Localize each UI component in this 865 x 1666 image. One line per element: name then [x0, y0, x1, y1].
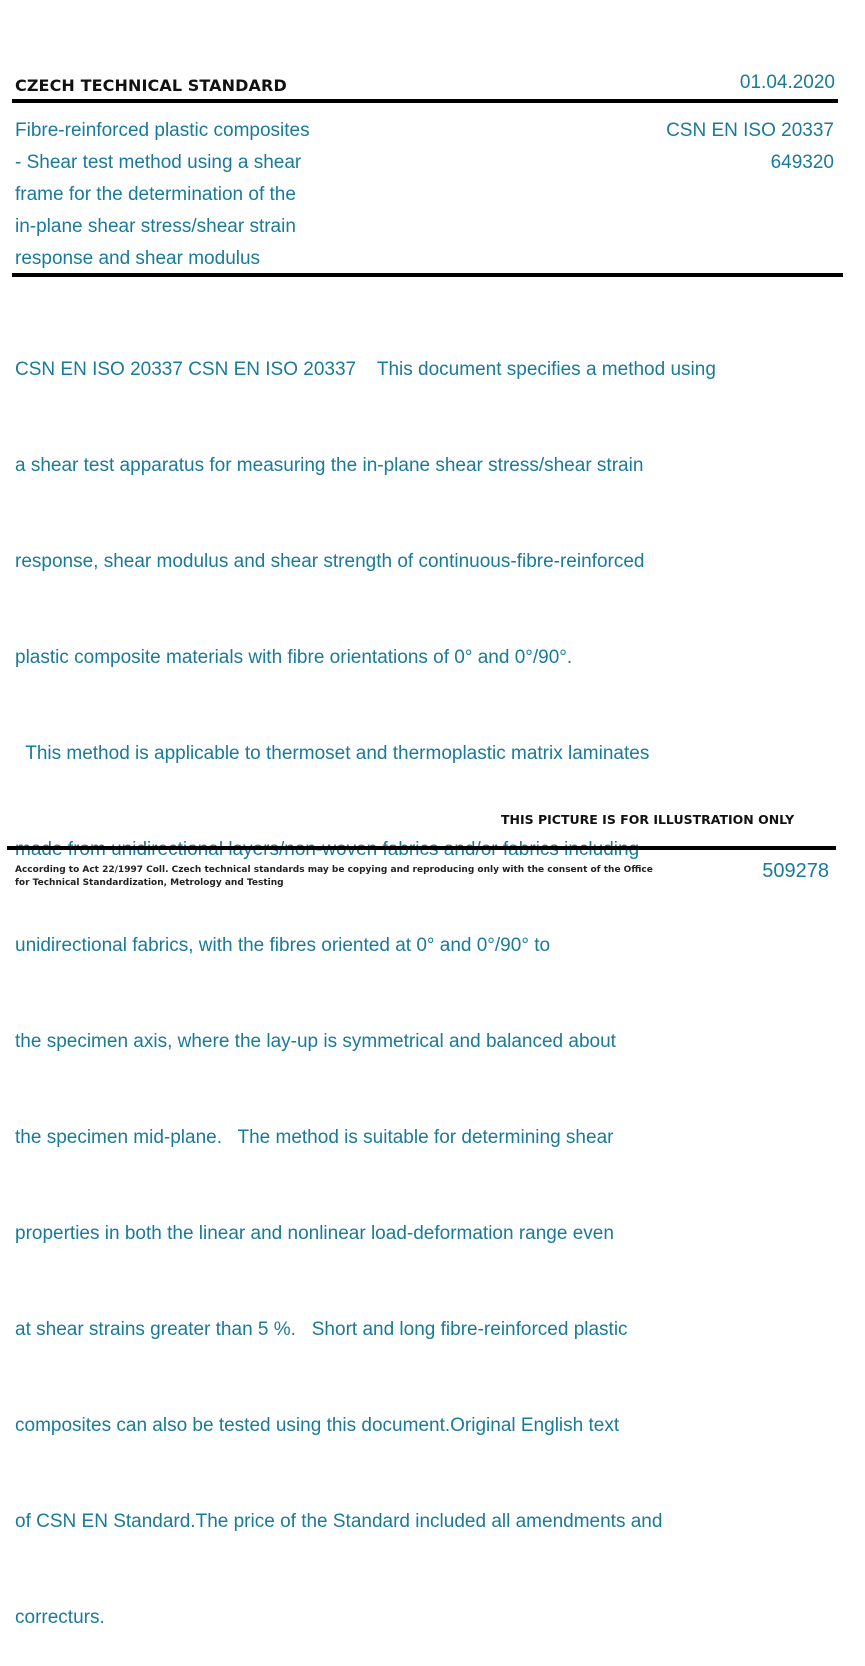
abstract-line: response, shear modulus and shear strength of continuous-fibre-reinforced	[15, 551, 645, 572]
abstract-line: plastic composite materials with fibre orientations of 0° and 0°/90°.	[15, 647, 573, 668]
standard-title	[15, 115, 355, 275]
abstract-line: a shear test apparatus for measuring the in-plane shear stress/shear strain	[15, 455, 644, 476]
abstract-line: of CSN EN Standard.The price of the Standard included all amendments and	[15, 1511, 663, 1532]
legal-notice	[15, 864, 653, 890]
title-line: in-plane shear stress/shear strain	[15, 216, 296, 237]
abstract-line: the specimen axis, where the lay-up is symmetrical and balanced about	[15, 1031, 616, 1052]
abstract-line: correcturs.	[15, 1607, 105, 1628]
abstract-line: CSN EN ISO 20337 CSN EN ISO 20337 This document specifies a method using	[15, 359, 716, 380]
standard-identifiers	[666, 115, 834, 179]
title-line: response and shear modulus	[15, 248, 261, 269]
abstract-line: composites can also be tested using this document.Original English text	[15, 1415, 620, 1436]
document-header	[15, 72, 835, 98]
abstract-line	[15, 834, 835, 866]
title-line: - Shear test method using a shear	[15, 152, 302, 173]
standard-code: CSN EN ISO 20337	[666, 120, 834, 141]
catalog-number: 649320	[770, 152, 834, 173]
abstract-text	[15, 290, 835, 1666]
title-line: Fibre-reinforced plastic composites	[15, 120, 310, 141]
footer-divider	[7, 846, 836, 850]
document-type-label: CZECH TECHNICAL STANDARD	[15, 76, 287, 95]
title-divider	[12, 273, 843, 277]
title-line: frame for the determination of the	[15, 184, 296, 205]
header-divider	[12, 99, 838, 103]
footer-product-number: 509278	[762, 860, 829, 882]
abstract-line: unidirectional fabrics, with the fibres oriented at 0° and 0°/90° to	[15, 935, 551, 956]
abstract-line: properties in both the linear and nonlinear load-deformation range even	[15, 1223, 614, 1244]
legal-line: for Technical Standardization, Metrology and Testing	[15, 878, 284, 888]
abstract-line: the specimen mid-plane. The method is suitable for determining shear	[15, 1127, 614, 1148]
illustration-note: THIS PICTURE IS FOR ILLUSTRATION ONLY	[501, 812, 795, 827]
abstract-line: at shear strains greater than 5 %. Short and long fibre-reinforced plastic	[15, 1319, 628, 1340]
abstract-line: This method is applicable to thermoset and thermoplastic matrix laminates	[15, 743, 650, 764]
publication-date: 01.04.2020	[739, 72, 835, 93]
legal-line: According to Act 22/1997 Coll. Czech technical standards may be copying and reproducing only with the consent of the Office	[15, 865, 653, 875]
